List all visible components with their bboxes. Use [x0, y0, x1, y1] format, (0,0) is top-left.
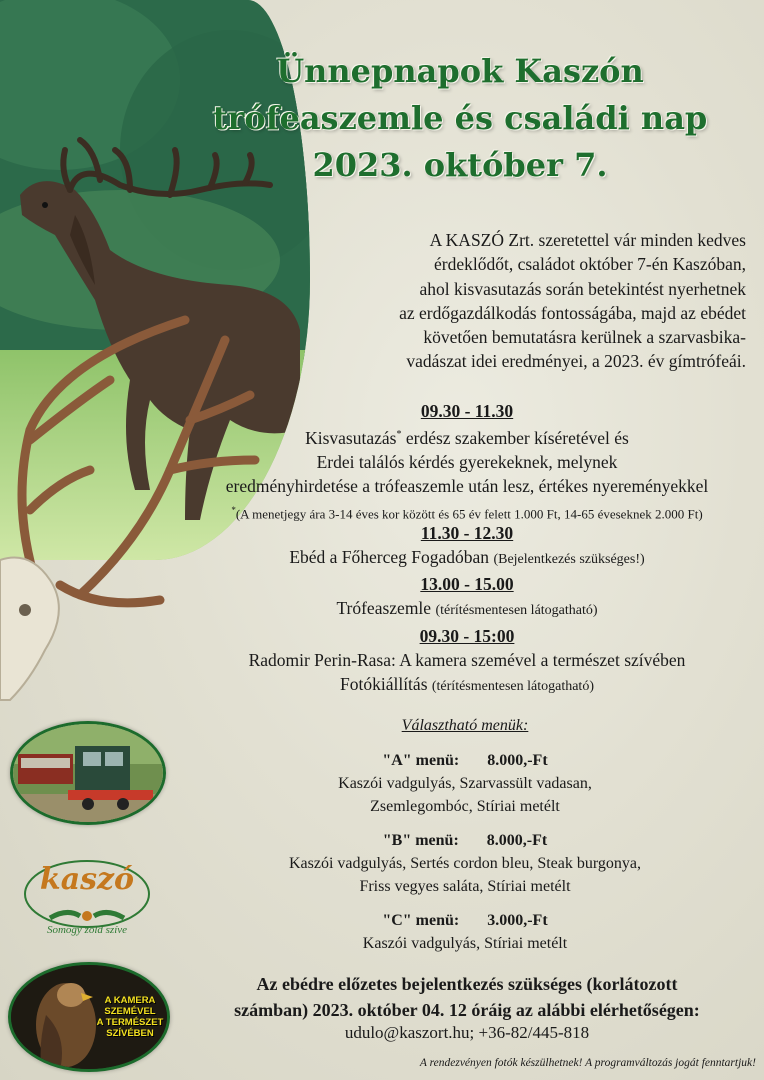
- schedule-time: 09.30 - 11.30: [420, 401, 514, 421]
- registration-line: számban) 2023. október 04. 12 óráig az alábbi elérhetőségen:: [234, 1000, 700, 1020]
- menu-header: [230, 829, 700, 852]
- train-photo: [10, 721, 166, 825]
- menu-name: "C" menü:: [382, 912, 460, 929]
- schedule-block-train: [170, 399, 764, 526]
- menu-price: 8.000,-Ft: [486, 832, 548, 849]
- menu-line: Kaszói vadgulyás, Szarvassült vadasan,: [338, 775, 592, 792]
- badge-line: SZÍVÉBEN: [106, 1028, 154, 1039]
- exhibition-badge-text: [95, 995, 165, 1039]
- disclaimer: A rendezvényen fotók készülhetnek! A programváltozás jogát fenntartjuk!: [419, 1057, 756, 1069]
- menu-item-c: [230, 909, 700, 955]
- schedule-line: Kisvasutazás* erdész szakember kíséretével és: [305, 427, 629, 448]
- schedule-line: Radomir Perin-Rasa: A kamera szemével a természet szívében: [248, 650, 686, 670]
- schedule-time: 09.30 - 15:00: [419, 626, 515, 646]
- menu-price: 8.000,-Ft: [487, 752, 548, 769]
- intro-line: A KASZÓ Zrt. szeretettel vár minden kedves: [429, 230, 746, 250]
- schedule-activity: Fotókiállítás: [340, 674, 428, 694]
- schedule-time: 11.30 - 12.30: [420, 523, 514, 543]
- menu-title: Választható menük:: [401, 717, 529, 734]
- menu-name: "A" menü:: [382, 752, 460, 769]
- schedule-note: (térítésmentesen látogatható): [431, 679, 594, 694]
- intro-line: az erdőgazdálkodás fontosságába, majd az ebédet: [399, 302, 746, 323]
- badge-line: A TERMÉSZET: [96, 1017, 164, 1028]
- schedule-block-photo: [170, 624, 764, 699]
- menu-header: [230, 909, 700, 932]
- schedule-activity: Trófeaszemle: [336, 598, 432, 618]
- schedule-line: eredményhirdetése a trófeaszemle után lesz, értékes nyereményekkel: [225, 475, 709, 496]
- logo-wordmark: kaszó: [39, 862, 135, 897]
- schedule-note: (Bejelentkezés szükséges!): [493, 552, 645, 567]
- intro-line: érdeklődőt, családot október 7-én Kaszóban,: [434, 254, 746, 275]
- logo-tagline: Somogy zöld szíve: [46, 924, 128, 936]
- eagle-photo-badge: [8, 962, 170, 1072]
- menu-line: Zsemlegombóc, Stíriai metélt: [370, 798, 560, 815]
- schedule-line: [170, 545, 764, 572]
- registration-line: Az ebédre előzetes bejelentkezés szükséges (korlátozott: [256, 974, 678, 994]
- badge-line: SZEMÉVEL: [104, 1006, 156, 1017]
- schedule-block-lunch: [170, 521, 764, 572]
- intro-line: követően bemutatásra kerülnek a szarvasbika-: [423, 327, 746, 348]
- schedule-block-trophy: [170, 572, 764, 623]
- ticket-price-text: (A menetjegy ára 3-14 éves kor között és 65 év felett 1.000 Ft, 14-65 éveseknek 2.000 Ft): [235, 506, 703, 522]
- registration-notice: [170, 971, 764, 1023]
- schedule-line: Erdei találós kérdés gyerekeknek, melynek: [316, 451, 618, 472]
- menu-price: 3.000,-Ft: [487, 912, 548, 929]
- intro-line: vadászat idei eredményei, a 2023. év gímtrófeái.: [406, 351, 746, 372]
- schedule-note: (térítésmentesen látogatható): [435, 603, 598, 618]
- schedule-line: [170, 672, 764, 699]
- ticket-price-note: *(A menetjegy ára 3-14 éves kor között és 65 év felett 1.000 Ft, 14-65 éveseknek 2.000 Ft): [231, 504, 703, 522]
- menu-header: [230, 749, 700, 772]
- menu-item-a: [230, 749, 700, 818]
- schedule-time: 13.00 - 15.00: [420, 574, 514, 594]
- title-line-1: Ünnepnapok Kaszón: [276, 52, 644, 90]
- badge-line: A KAMERA: [104, 995, 156, 1006]
- menu-section: [230, 714, 700, 966]
- schedule-activity: Ebéd a Főherceg Fogadóban: [289, 547, 490, 567]
- title-date: 2023. október 7.: [312, 146, 608, 184]
- schedule-activity: Kisvasutazás: [305, 427, 397, 448]
- intro-line: ahol kisvasutazás során betekintést nyerhetnek: [419, 278, 746, 299]
- schedule-activity-rest: erdész szakember kíséretével és: [401, 427, 629, 448]
- menu-line: Kaszói vadgulyás, Sertés cordon bleu, Steak burgonya,: [288, 855, 642, 872]
- schedule-line: [170, 596, 764, 623]
- menu-line: Kaszói vadgulyás, Stíriai metélt: [362, 935, 568, 952]
- menu-item-b: [230, 829, 700, 898]
- intro-paragraph: [306, 228, 746, 374]
- contact-info[interactable]: udulo@kaszort.hu; +36-82/445-818: [344, 1023, 590, 1042]
- title-line-2: trófeaszemle és családi nap: [212, 99, 708, 137]
- menu-name: "B" menü:: [382, 832, 459, 849]
- menu-line: Friss vegyes saláta, Stíriai metélt: [359, 878, 571, 895]
- kaszo-logo: [22, 856, 152, 941]
- event-title: [180, 48, 740, 189]
